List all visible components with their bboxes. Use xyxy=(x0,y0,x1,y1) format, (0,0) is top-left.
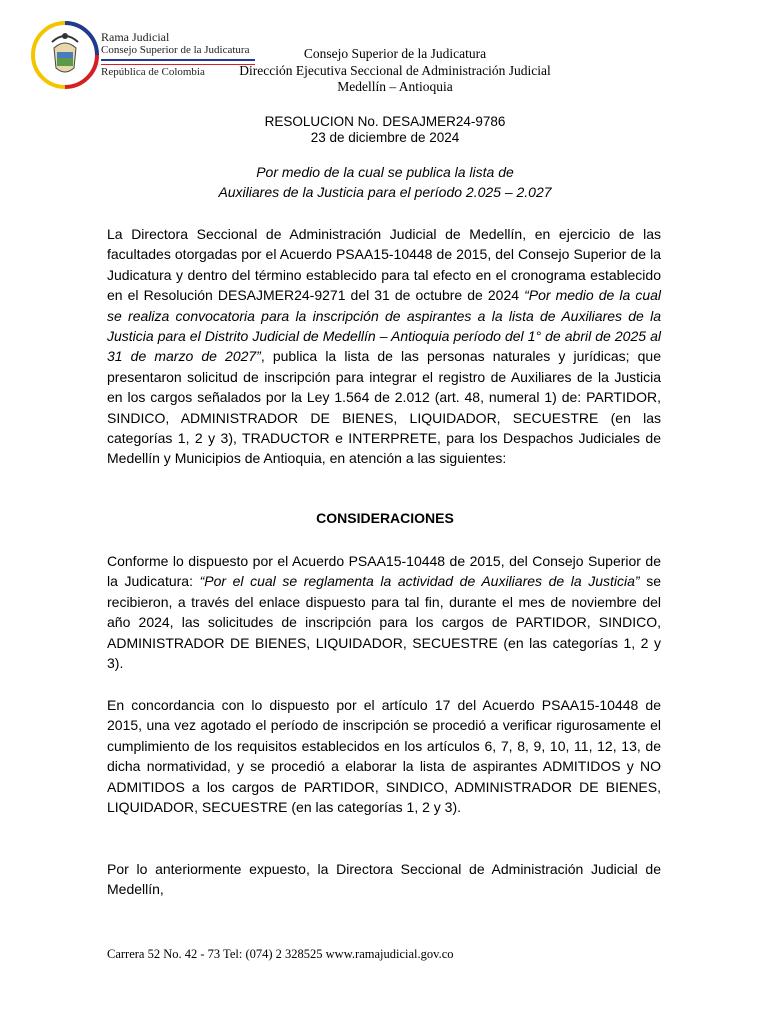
preamble-text-2: , publica la lista de las personas naturales y jurídicas; que presentaron solicitud de inscripción para integrar el registro de Auxiliares de la Justicia en los cargos señalados por la Ley 1.564 de 2.012 (art. 48, numeral 1) de: PARTIDOR, SINDICO, ADMINISTRADOR DE BIENES, LIQUIDADOR, SECUESTRE (en las categorías 1, 2 y 3), TRADUCTOR e INTERPRETE, para los Despachos Judiciales de Medellín y Municipios de Antioquia, en atención a las siguientes: xyxy=(107,348,662,467)
paragraph-conclusion: Por lo anteriormente expuesto, la Directora Seccional de Administración Judicial de Medellín, xyxy=(107,861,661,898)
subject-line-2: Auxiliares de la Justicia para el período 2.025 – 2.027 xyxy=(218,184,552,200)
resolution-subject xyxy=(150,162,620,202)
paragraph-preamble xyxy=(107,224,661,469)
header-line-3: Medellín – Antioquia xyxy=(337,79,453,94)
page-footer: Carrera 52 No. 42 - 73 Tel: (074) 2 328525 www.ramajudicial.gov.co xyxy=(107,947,454,961)
preamble-text-1: La Directora Seccional de Administración Judicial de Medellín, en ejercicio de las facultades otorgadas por el Acuerdo PSAA15-10448 de 2015, del Consejo Superior de la Judicatura y dentro del término establecido para tal efecto en el cronograma establecido en el Resolución DESAJMER24-9271 del 31 de octubre de 2024 xyxy=(107,226,661,304)
resolution-block xyxy=(200,114,570,146)
consideration-text-2: se recibieron, a través del enlace dispuesto para tal fin, durante el mes de noviembre del año 2024, las solicitudes de inscripción para los cargos de PARTIDOR, SINDICO, ADMINISTRADOR DE BIENES, LIQUIDADOR, SECUESTRE (en las categorías 1, 2 y 3). xyxy=(107,573,661,672)
brand-line-3: República de Colombia xyxy=(101,66,205,78)
coat-of-arms-logo xyxy=(30,20,100,90)
considerations-heading: CONSIDERACIONES xyxy=(316,510,454,526)
paragraph-considerations-1 xyxy=(107,551,661,673)
header-line-2: Dirección Ejecutiva Seccional de Administración Judicial xyxy=(239,62,551,78)
resolution-number: RESOLUCION No. DESAJMER24-9786 xyxy=(264,114,506,129)
resolution-date: 23 de diciembre de 2024 xyxy=(310,130,460,145)
brand-line-1: Rama Judicial xyxy=(101,30,170,44)
brand-line-2: Consejo Superior de la Judicatura xyxy=(101,44,250,56)
consideration-quote: “Por el cual se reglamenta la actividad de Auxiliares de la Justicia” xyxy=(199,573,640,590)
institution-header xyxy=(210,46,580,96)
consideration-text-1: Conforme lo dispuesto por el Acuerdo PSAA15-10448 de 2015, del Consejo Superior de la Judicatura: xyxy=(107,553,661,590)
header-line-1: Consejo Superior de la Judicatura xyxy=(303,46,487,61)
paragraph-considerations-2: En concordancia con lo dispuesto por el artículo 17 del Acuerdo PSAA15-10448 de 2015, una vez agotado el período de inscripción se procedió a verificar rigurosamente el cumplimiento de los requisitos establecidos en los artículos 6, 7, 8, 9, 10, 11, 12, 13, de dicha normatividad, y se procedió a elaborar la lista de aspirantes ADMITIDOS y NO ADMITIDOS a los cargos de PARTIDOR, SINDICO, ADMINISTRADOR DE BIENES, LIQUIDADOR, SECUESTRE (en las categorías 1, 2 y 3). xyxy=(107,697,661,816)
subject-line-1: Por medio de la cual se publica la lista de xyxy=(256,164,514,180)
preamble-quote: “Por medio de la cual se realiza convocatoria para la inscripción de aspirantes a la lista de Auxiliares de la Justicia para el Distrito Judicial de Medellín – Antioquia período del 1° de abril de 2025 al 31 de marzo de 2027” xyxy=(107,287,662,365)
